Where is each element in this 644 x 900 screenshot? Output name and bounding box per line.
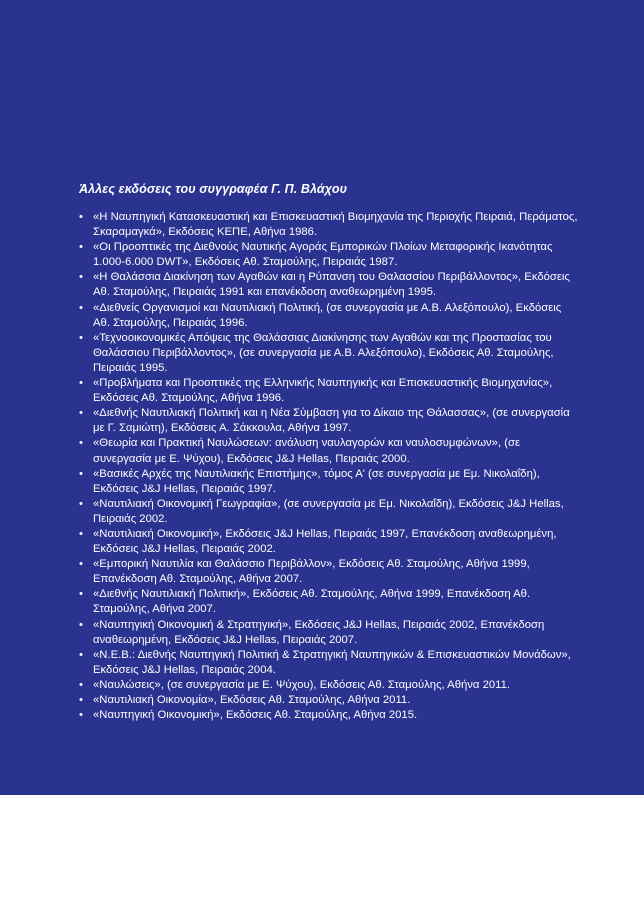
bullet-icon: •	[79, 678, 83, 691]
list-item	[79, 527, 579, 557]
bullet-icon: •	[79, 211, 83, 223]
bullet-icon: •	[79, 709, 83, 722]
list-item	[79, 497, 579, 527]
list-item	[79, 436, 579, 466]
bullet-icon: •	[79, 618, 83, 631]
bullet-icon: •	[79, 407, 83, 420]
publication-text: «Ναυτιλιακή Οικονομική Γεωγραφία», (σε συνεργασία με Εμ. Νικολαΐδη), Εκδόσεις J&J Hellas, Πειραιάς 2002.	[93, 497, 564, 525]
bullet-icon: •	[79, 694, 83, 706]
publication-text: «Προβλήματα και Προοπτικές της Ελληνικής Ναυπηγικής και Επισκευαστικής Βιομηχανίας», Εκδόσεις Αθ. Σταμούλης, Αθήνα 1996.	[93, 377, 553, 405]
bullet-icon: •	[79, 377, 83, 390]
bullet-icon: •	[79, 588, 83, 601]
bullet-icon: •	[79, 648, 83, 661]
publication-text: «Ναυλώσεις», (σε συνεργασία με Ε. Ψύχου), Εκδόσεις Αθ. Σταμούλης, Αθήνα 2011.	[93, 678, 511, 691]
list-item	[79, 587, 579, 617]
list-item	[79, 557, 579, 587]
publication-text: «Διεθνής Ναυτιλιακή Πολιτική και η Νέα Σύμβαση για το Δίκαιο της Θάλασσας», (σε συνεργασία με Γ. Σαμιώτη), Εκδόσεις Α. Σάκκουλα, Αθήνα 1997.	[93, 407, 570, 435]
publication-text: «Οι Προοπτικές της Διεθνούς Ναυτικής Αγοράς Εμπορικών Πλοίων Μεταφορικής Ικανότητας 1.000-6.000 DWT», Εκδόσεις Αθ. Σταμούλης, Πειραιάς 1987.	[93, 241, 553, 269]
list-item	[79, 406, 579, 436]
bullet-icon: •	[79, 331, 83, 344]
bullet-icon: •	[79, 558, 83, 571]
publication-text: «Η Ναυπηγική Κατασκευαστική και Επισκευαστική Βιομηχανία της Περιοχής Πειραιά, Περάματος, Σκαραμαγκά», Εκδόσεις ΚΕΠΕ, Αθήνα 1986.	[93, 211, 578, 239]
publication-text: «Ναυτιλιακή Οικονομική», Εκδόσεις J&J Hellas, Πειραιάς 1997, Επανέκδοση αναθεωρημένη, Εκδόσεις J&J Hellas, Πειραιάς 2002.	[93, 527, 557, 556]
publication-text: «Η Θαλάσσια Διακίνηση των Αγαθών και η Ρύπανση του Θαλασσίου Περιβάλλοντος», Εκδόσεις Αθ. Σταμούλης, Πειραιάς 1991 και επανέκδοση αναθεωρημένη 1995.	[93, 271, 570, 299]
publication-text: «Ναυπηγική Οικονομική», Εκδόσεις Αθ. Σταμούλης, Αθήνα 2015.	[93, 709, 418, 722]
publication-text: «Ναυτιλιακή Οικονομία», Εκδόσεις Αθ. Σταμούλης, Αθήνα 2011.	[93, 694, 411, 706]
bullet-icon: •	[79, 497, 83, 510]
list-item	[79, 618, 579, 648]
list-item	[79, 270, 579, 300]
bullet-icon: •	[79, 437, 83, 450]
bullet-icon: •	[79, 271, 83, 284]
publication-text: «Διεθνείς Οργανισμοί και Ναυτιλιακή Πολιτική, (σε συνεργασία με Α.Β. Αλεξόπουλο), Εκδόσεις Αθ. Σταμούλης, Πειραιάς 1996.	[93, 301, 562, 329]
publication-text: «Ν.Ε.Β.: Διεθνής Ναυπηγική Πολιτική & Στρατηγική Ναυπηγικών & Επισκευαστικών Μονάδων», Εκδόσεις J&J Hellas, Πειραιάς 2004.	[93, 648, 571, 676]
list-item	[79, 678, 579, 693]
bullet-icon: •	[79, 467, 83, 480]
publication-text: «Θεωρία και Πρακτική Ναυλώσεων: ανάλυση ναυλαγορών και ναυλοσυμφώνων», (σε συνεργασία με Ε. Ψύχου), Εκδόσεις J&J Hellas, Πειραιάς 2000.	[93, 437, 520, 465]
publication-text: «Εμπορική Ναυτιλία και Θαλάσσιο Περιβάλλον», Εκδόσεις Αθ. Σταμούλης, Αθήνα 1999, Επανέκδοση Αθ. Σταμούλης, Αθήνα 2007.	[93, 558, 530, 586]
list-item	[79, 240, 579, 270]
bullet-icon: •	[79, 241, 83, 254]
bullet-icon: •	[79, 527, 83, 540]
publication-text: «Διεθνής Ναυτιλιακή Πολιτική», Εκδόσεις Αθ. Σταμούλης, Αθήνα 1999, Επανέκδοση Αθ. Σταμούλης, Αθήνα 2007.	[93, 588, 531, 616]
publication-text: «Βασικές Αρχές της Ναυτιλιακής Επιστήμης», τόμος Α' (σε συνεργασία με Εμ. Νικολαΐδη), Εκδόσεις J&J Hellas, Πειραιάς 1997.	[93, 467, 540, 495]
bullet-icon: •	[79, 301, 83, 314]
publication-list	[79, 210, 579, 723]
list-item	[79, 708, 579, 723]
list-item	[79, 648, 579, 678]
list-item	[79, 301, 579, 331]
list-item	[79, 376, 579, 406]
publication-text: «Ναυπηγική Οικονομική & Στρατηγική», Εκδόσεις J&J Hellas, Πειραιάς 2002, Επανέκδοση αναθεωρημένη, Εκδόσεις J&J Hellas, Πειραιάς 2007.	[93, 618, 545, 646]
list-item	[79, 467, 579, 497]
list-item	[79, 693, 579, 708]
list-item	[79, 210, 579, 240]
publication-text: «Τεχνοοικονομικές Απόψεις της Θαλάσσιας Διακίνησης των Αγαθών και της Προστασίας του Θαλάσσιου Περιβάλλοντος», (σε συνεργασία με Α.Β. Αλεξόπουλο), Εκδόσεις Αθ. Σταμούλης, Πειραιάς 1995.	[93, 331, 554, 374]
list-item	[79, 331, 579, 376]
section-title: Άλλες εκδόσεις του συγγραφέα Γ. Π. Βλάχου	[79, 182, 348, 196]
